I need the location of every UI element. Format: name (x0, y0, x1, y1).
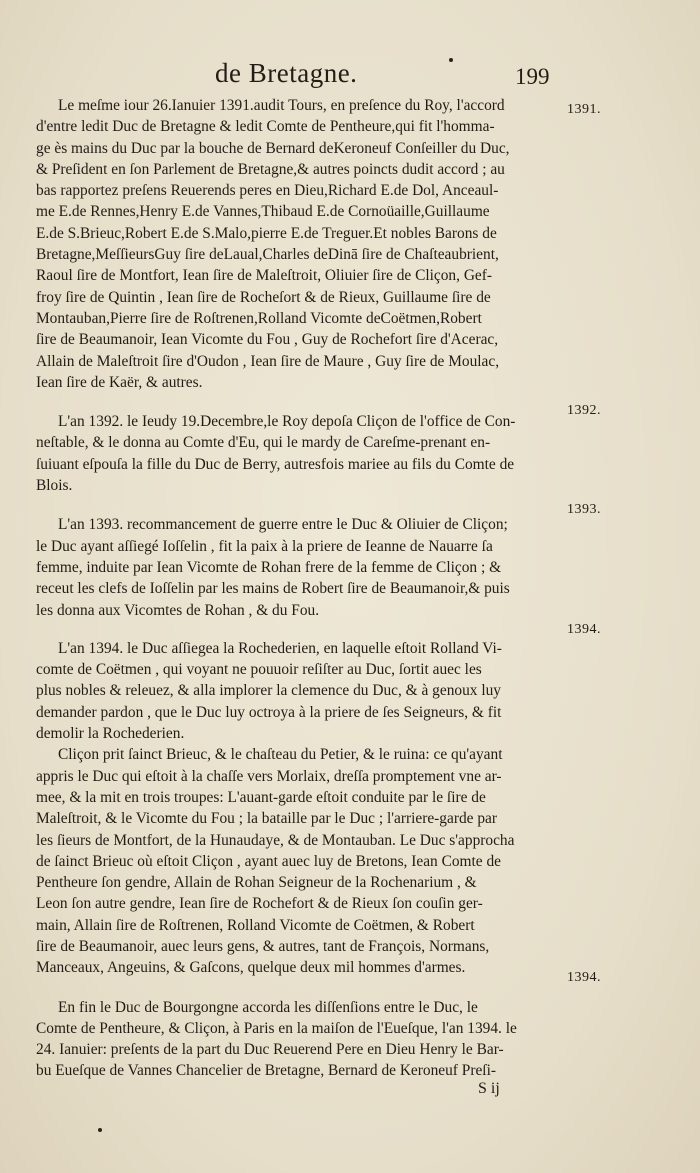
text-line: neſtable, & le donna au Comte d'Eu, qui le mardy de Careſme-prenant en- (36, 434, 491, 452)
margin-year-note: 1394. (567, 970, 601, 985)
text-line: main, Allain ſire de Roſtrenen, Rolland Vicomte de Coëtmen, & Robert (36, 916, 475, 934)
text-line: Maleſtroit, & le Vicomte du Fou ; la bataille par le Duc ; l'arriere-garde par (36, 810, 497, 828)
signature-mark: S ij (478, 1080, 500, 1097)
text-line: Manceaux, Angeuins, & Gaſcons, quelque deux mil hommes d'armes. (36, 959, 466, 977)
text-line: de ſainct Brieuc où eſtoit Cliçon , ayant auec luy de Bretons, Iean Comte de (36, 852, 501, 870)
text-line: les ſieurs de Montfort, de la Hunaudaye, & de Montauban. Le Duc s'approcha (36, 831, 515, 849)
text-line: Comte de Pentheure, & Cliçon, à Paris en la maiſon de l'Eueſque, l'an 1394. le (36, 1019, 517, 1037)
paragraph-1394-siege (36, 638, 556, 744)
text-line: ſire de Beaumanoir, auec leurs gens, & autres, tant de François, Normans, (36, 937, 490, 955)
margin-year-note: 1391. (567, 102, 601, 117)
text-line: appris le Duc qui eſtoit à la chaſſe vers Morlaix, dreſſa promptement vne ar- (36, 767, 502, 785)
text-line: En fin le Duc de Bourgongne accorda les diſſenſions entre le Duc, le (58, 998, 478, 1016)
text-line: Allain de Maleſtroit ſire d'Oudon , Iean ſire de Maure , Guy ſire de Moulac, (36, 352, 500, 370)
paragraph-1394-accord (36, 997, 556, 1082)
text-line: L'an 1393. recommancement de guerre entre le Duc & Oliuier de Cliçon; (58, 516, 508, 534)
text-line: froy ſire de Quintin , Iean ſire de Rocheſort & de Rieux, Guillaume ſire de (36, 288, 491, 306)
page-number: 199 (515, 64, 550, 89)
text-line: femme, induite par Iean Vicomte de Rohan frere de la femme de Cliçon ; & (36, 558, 502, 576)
text-line: Blois. (36, 477, 73, 495)
text-line: L'an 1392. le Ieudy 19.Decembre,le Roy depoſa Cliçon de l'office de Con- (58, 413, 516, 431)
body-text (36, 95, 556, 1082)
margin-year-note: 1393. (567, 502, 601, 517)
running-head-title: de Bretagne. (215, 58, 358, 88)
text-line: & Preſident en ſon Parlement de Bretagne,& autres poincts dudit accord ; au (36, 160, 505, 178)
text-line: ge ès mains du Duc par la bouche de Bernard deKeroneuf Conſeiller du Duc, (36, 139, 510, 157)
paragraph-saint-brieuc (36, 744, 556, 978)
text-line: Raoul ſire de Montfort, Iean ſire de Maleſtroit, Oliuier ſire de Cliçon, Gef- (36, 267, 493, 285)
text-line: demander pardon , que le Duc luy octroya à la priere de ſes Seigneurs, & fit (36, 703, 502, 721)
margin-year-note: 1392. (567, 403, 601, 418)
text-line: comte de Coëtmen , qui voyant ne pouuoir reſiſter au Duc, ſortit auec les (36, 661, 482, 679)
text-line: L'an 1394. le Duc aſſiegea la Rochederien, en laquelle eſtoit Rolland Vi- (58, 639, 502, 657)
text-line: demolir la Rochederien. (36, 725, 185, 743)
text-line: E.de S.Brieuc,Robert E.de S.Malo,pierre E.de Treguer.Et nobles Barons de (36, 224, 497, 242)
paragraph-1392 (36, 411, 556, 496)
text-line: Bretagne,MeſſieursGuy ſire deLaual,Charles deDinā ſire de Chaſteaubrient, (36, 246, 499, 264)
text-line: Montauban,Pierre ſire de Roſtrenen,Rolland Vicomte deCoëtmen,Robert (36, 309, 482, 327)
text-line: Cliçon prit ſainct Brieuc, & le chaſteau du Petier, & le ruina: ce qu'ayant (58, 746, 503, 764)
text-line: les donna aux Vicomtes de Rohan , & du Fou. (36, 601, 320, 619)
text-line: Iean ſire de Kaër, & autres. (36, 373, 203, 391)
text-line: 24. Ianuier: preſents de la part du Duc Reuerend Pere en Dieu Henry le Bar- (36, 1041, 504, 1059)
text-line: mee, & la mit en trois troupes: L'auant-garde eſtoit conduite par le ſire de (36, 788, 486, 806)
text-line: ſuiuant eſpouſa la fille du Duc de Berry, autresfois mariee au fils du Comte de (36, 455, 515, 473)
text-line: le Duc ayant aſſiegé Ioſſelin , fit la paix à la priere de Ieanne de Nauarre ſa (36, 537, 493, 555)
paragraph-1393 (36, 514, 556, 620)
paragraph-1391 (36, 95, 556, 393)
text-line: receut les clefs de Ioſſelin par les mains de Robert ſire de Beaumanoir,& puis (36, 580, 510, 598)
text-line: ſire de Beaumanoir, Iean Vicomte du Fou , Guy de Rochefort ſire d'Acerac, (36, 331, 499, 349)
text-line: Leon ſon autre gendre, Iean ſire de Rochefort & de Rieux ſon couſin ger- (36, 895, 483, 913)
text-line: plus nobles & releuez, & alla implorer la clemence du Duc, & à genoux luy (36, 682, 501, 700)
text-line: bas rapportez preſens Reuerends peres en Dieu,Richard E.de Dol, Anceaul- (36, 182, 499, 200)
ink-speck (98, 1128, 102, 1132)
text-line: d'entre ledit Duc de Bretagne & ledit Comte de Pentheure,qui fit l'homma- (36, 118, 495, 136)
text-line: Pentheure ſon gendre, Allain de Rohan Seigneur de la Rochenarium , & (36, 874, 477, 892)
text-line: me E.de Rennes,Henry E.de Vannes,Thibaud E.de Cornoüaille,Guillaume (36, 203, 490, 221)
text-line: Le meſme iour 26.Ianuier 1391.audit Tours, en preſence du Roy, l'accord (58, 97, 505, 114)
margin-year-note: 1394. (567, 622, 601, 637)
text-line: bu Eueſque de Vannes Chancelier de Bretagne, Bernard de Keroneuf Preſi- (36, 1062, 496, 1080)
ink-speck (449, 58, 453, 62)
